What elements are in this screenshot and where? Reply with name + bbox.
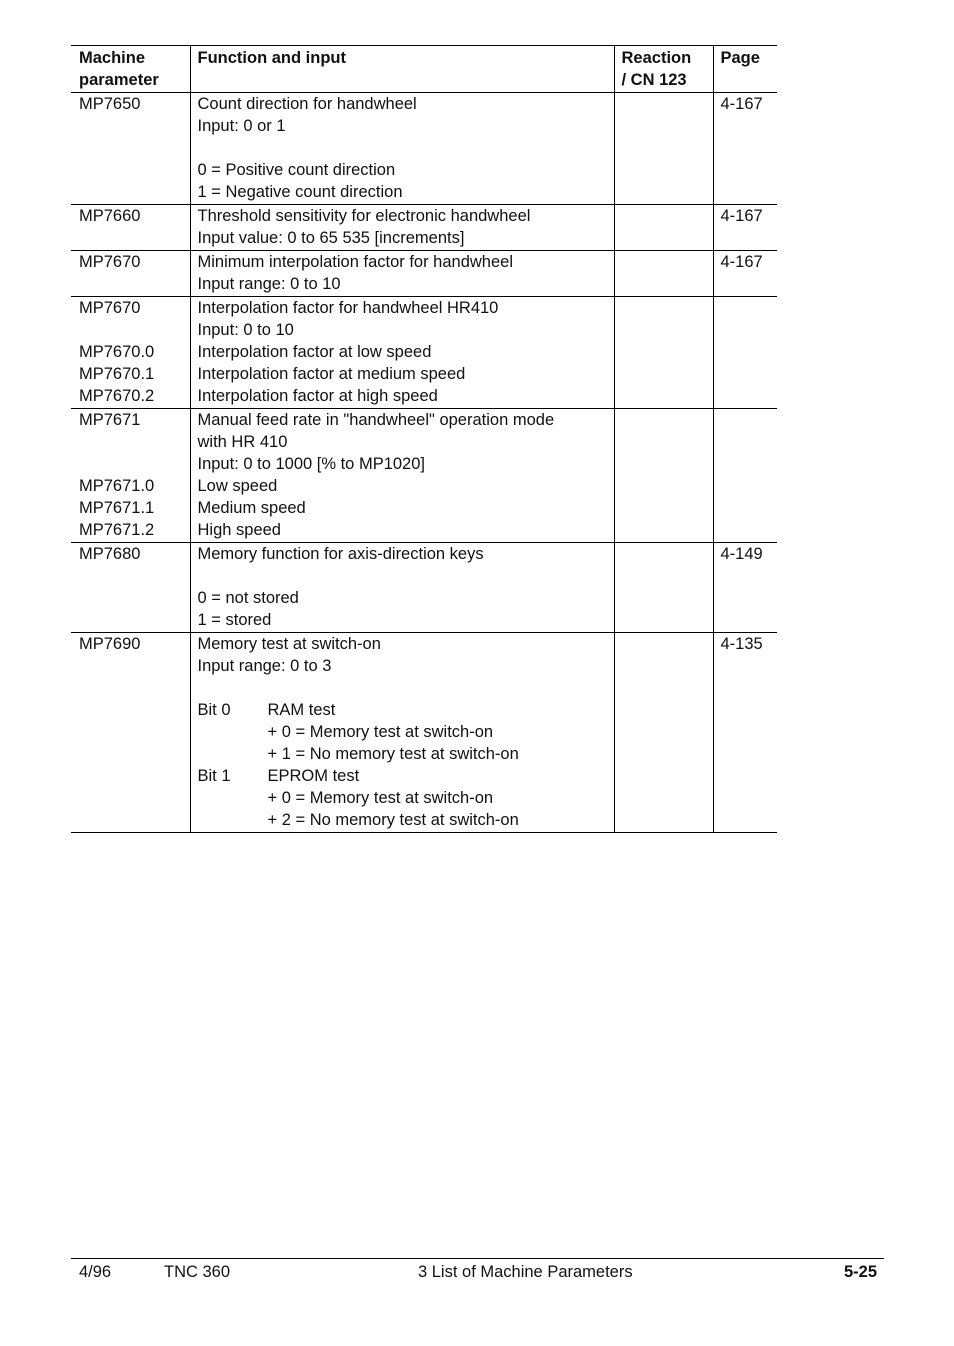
param-id: MP7671.1 — [79, 499, 155, 517]
function-cell: Memory test at switch-on Input range: 0 to 3 Bit 0 RAM test + 0 = Memory test at switch-on + 1 = No memory test at switch-on Bit 1 EPROM test + 0 = Memory test at switch-on + 2 = No memory test at switch-on — [190, 633, 614, 833]
footer-divider — [71, 1258, 884, 1259]
param-id: MP7670 — [79, 299, 141, 317]
table-header-row — [71, 46, 777, 93]
function-cell: Threshold sensitivity for electronic handwheel Input value: 0 to 65 535 [increments] — [190, 205, 614, 251]
param-id: MP7660 — [79, 207, 141, 225]
param-cell — [71, 251, 190, 297]
reaction-cell — [614, 543, 713, 633]
param-id: MP7671 — [79, 411, 141, 429]
bit-title: EPROM test — [267, 767, 360, 785]
reaction-cell — [614, 633, 713, 833]
param-cell — [71, 409, 190, 543]
page-cell: 4-167 — [713, 93, 777, 205]
param-id: MP7671.0 — [79, 477, 155, 495]
bit-option: + 0 = Memory test at switch-on — [267, 723, 494, 741]
machine-parameter-table — [71, 45, 777, 833]
function-cell: Memory function for axis-direction keys 0 = not stored 1 = stored — [190, 543, 614, 633]
bit-option: + 0 = Memory test at switch-on — [267, 789, 494, 807]
param-cell — [71, 633, 190, 833]
header-reaction: Reaction / CN 123 — [614, 46, 713, 93]
bit-row — [198, 699, 607, 721]
param-id: MP7650 — [79, 95, 141, 113]
bit-row — [198, 765, 607, 787]
bit-option: + 2 = No memory test at switch-on — [267, 811, 519, 829]
bit-label: Bit 0 — [197, 701, 231, 719]
footer-date: 4/96 — [79, 1263, 112, 1281]
table-row — [71, 297, 777, 409]
reaction-cell — [614, 297, 713, 409]
header-machine-parameter: Machine parameter — [71, 46, 190, 93]
page-cell — [713, 409, 777, 543]
header-page: Page — [713, 46, 777, 93]
footer-page-number: 5-25 — [844, 1263, 878, 1281]
param-cell — [71, 297, 190, 409]
param-id: MP7670.2 — [79, 387, 155, 405]
param-id: MP7670.0 — [79, 343, 155, 361]
table-row — [71, 409, 777, 543]
param-id: MP7680 — [79, 545, 141, 563]
param-cell — [71, 93, 190, 205]
header-function-and-input: Function and input — [190, 46, 614, 93]
param-id: MP7670.1 — [79, 365, 155, 383]
bit-title: RAM test — [267, 701, 336, 719]
param-cell — [71, 205, 190, 251]
page-cell: 4-135 — [713, 633, 777, 833]
page-cell: 4-149 — [713, 543, 777, 633]
param-id: MP7670 — [79, 253, 141, 271]
function-cell: Minimum interpolation factor for handwheel Input range: 0 to 10 — [190, 251, 614, 297]
function-cell: Manual feed rate in "handwheel" operation mode with HR 410 Input: 0 to 1000 [% to MP1020] Low speed Medium speed High speed — [190, 409, 614, 543]
table-row — [71, 543, 777, 633]
table-row — [71, 633, 777, 833]
reaction-cell — [614, 205, 713, 251]
reaction-cell — [614, 93, 713, 205]
param-id: MP7671.2 — [79, 521, 155, 539]
param-cell — [71, 543, 190, 633]
bit-label: Bit 1 — [197, 767, 231, 785]
reaction-cell — [614, 251, 713, 297]
page-cell — [713, 297, 777, 409]
function-cell: Count direction for handwheel Input: 0 or 1 0 = Positive count direction 1 = Negative count direction — [190, 93, 614, 205]
table-row — [71, 205, 777, 251]
table-row — [71, 251, 777, 297]
reaction-cell — [614, 409, 713, 543]
page-cell: 4-167 — [713, 251, 777, 297]
footer-chapter: 3 List of Machine Parameters — [418, 1263, 633, 1281]
footer-model: TNC 360 — [164, 1263, 231, 1281]
bit-option: + 1 = No memory test at switch-on — [267, 745, 519, 763]
function-cell: Interpolation factor for handwheel HR410 Input: 0 to 10 Interpolation factor at low speed Interpolation factor at medium speed Interpolation factor at high speed — [190, 297, 614, 409]
table-row — [71, 93, 777, 205]
page-cell: 4-167 — [713, 205, 777, 251]
param-id: MP7690 — [79, 635, 141, 653]
